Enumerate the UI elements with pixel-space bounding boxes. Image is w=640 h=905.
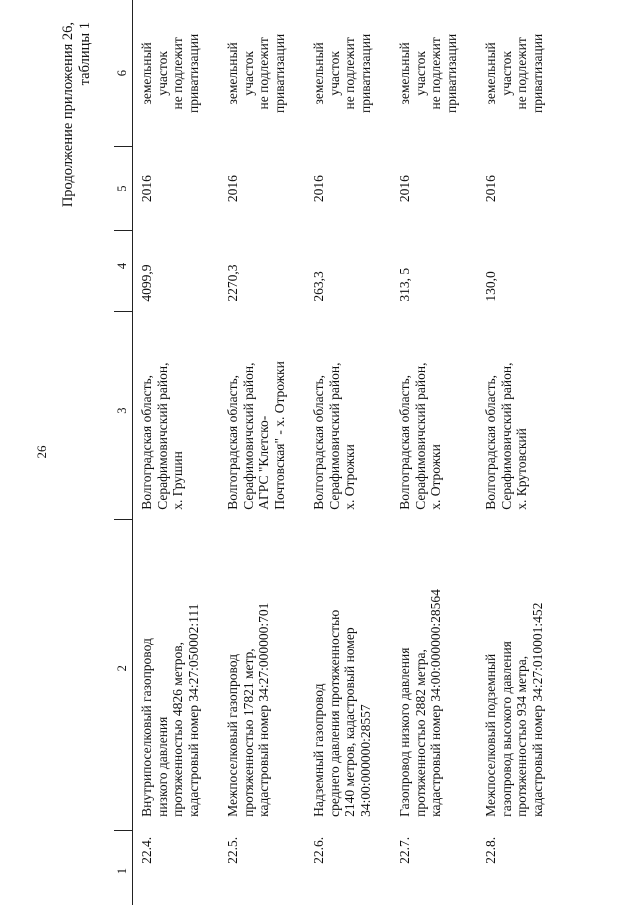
object-note xyxy=(133,0,220,147)
object-location-line: Серафимовичский район, xyxy=(412,362,428,510)
object-name-line: 2140 метров, кадастровый номер xyxy=(342,627,357,817)
object-name-line: Межпоселковый газопровод xyxy=(225,654,240,817)
table-row xyxy=(391,0,477,905)
object-year: 2016 xyxy=(397,175,412,203)
header-col-2: 2 xyxy=(114,520,133,831)
object-name-line: кадастровый номер 34:27:000000:701 xyxy=(256,602,271,817)
table-row xyxy=(219,0,305,905)
object-note-line: не подлежит xyxy=(342,37,357,110)
object-name-line: кадастровый номер 34:27:050002:111 xyxy=(185,603,201,817)
table-header-row xyxy=(114,0,133,905)
row-number: 22.7. xyxy=(397,836,412,864)
object-value: 2270,3 xyxy=(225,264,240,302)
object-note-line: приватизации xyxy=(357,33,373,113)
page-number: 26 xyxy=(34,445,49,459)
object-name-line: низкого давления xyxy=(154,716,170,817)
table-row xyxy=(305,0,391,905)
object-location-line: х. Отрожки xyxy=(428,444,443,510)
object-location xyxy=(219,312,305,520)
object-name-line: протяженностью 2882 метра, xyxy=(412,649,428,817)
object-location-line: Почтовская" - х. Отрожки xyxy=(271,361,287,510)
row-number: 22.5. xyxy=(225,836,240,864)
object-name-line: 34:00:000000:28557 xyxy=(357,704,373,817)
object-note-line: участок xyxy=(326,51,342,96)
table-row xyxy=(133,0,220,905)
object-location-line: Серафимовичский район, xyxy=(498,362,514,510)
object-name-line: Межпоселковый подземный xyxy=(483,653,498,817)
object-location-line: Серафимовичский район, xyxy=(326,362,342,510)
property-table xyxy=(114,0,563,905)
object-location-line: Волгоградская область, xyxy=(483,374,498,510)
object-name-line: протяженностью 17821 метр, xyxy=(240,648,256,817)
object-name-line: протяженностью 4826 метров, xyxy=(170,641,185,817)
header-col-1: 1 xyxy=(114,831,133,905)
object-note-line: участок xyxy=(412,51,428,96)
object-note-line: не подлежит xyxy=(514,37,529,110)
object-location xyxy=(391,312,477,520)
object-note-line: приватизации xyxy=(443,33,459,113)
object-location-line: х. Крутовский xyxy=(514,428,529,510)
continuation-line: таблицы 1 xyxy=(77,22,93,86)
object-location-line: Волгоградская область, xyxy=(397,374,412,510)
object-name xyxy=(477,520,563,831)
object-name xyxy=(391,520,477,831)
object-note-line: участок xyxy=(154,51,170,96)
rotated-document xyxy=(62,0,622,905)
object-note xyxy=(391,0,477,147)
object-note-line: земельный xyxy=(311,42,326,105)
row-number: 22.6. xyxy=(311,836,326,864)
object-note-line: земельный xyxy=(139,42,154,105)
object-note-line: земельный xyxy=(225,42,240,105)
object-location-line: Волгоградская область, xyxy=(225,374,240,510)
header-col-4: 4 xyxy=(114,231,133,312)
object-note xyxy=(219,0,305,147)
object-value: 263,3 xyxy=(311,271,326,302)
object-location-line: х. Отрожки xyxy=(342,444,357,510)
continuation-note xyxy=(60,22,94,222)
object-name-line: Газопровод низкого давления xyxy=(397,647,412,817)
object-name xyxy=(219,520,305,831)
object-location xyxy=(305,312,391,520)
object-note-line: приватизации xyxy=(529,33,545,113)
table-row xyxy=(477,0,563,905)
object-name xyxy=(133,520,220,831)
object-value: 4099,9 xyxy=(139,264,154,302)
object-note-line: участок xyxy=(240,51,256,96)
object-year: 2016 xyxy=(225,175,240,203)
object-name-line: протяженностью 934 метра, xyxy=(514,655,529,817)
continuation-line: Продолжение приложения 26, xyxy=(60,22,76,208)
object-note xyxy=(305,0,391,147)
object-value: 313, 5 xyxy=(397,267,412,302)
object-note-line: не подлежит xyxy=(170,37,185,110)
object-note-line: приватизации xyxy=(271,33,287,113)
header-col-6: 6 xyxy=(114,0,133,147)
object-year: 2016 xyxy=(311,175,326,203)
object-location-line: Серафимовичский район, xyxy=(240,362,256,510)
header-col-3: 3 xyxy=(114,312,133,520)
object-name-line: кадастровый номер 34:00:000000:28564 xyxy=(428,589,443,817)
object-location-line: Волгоградская область, xyxy=(139,374,154,510)
object-note-line: не подлежит xyxy=(256,37,271,110)
object-value: 130,0 xyxy=(483,271,498,302)
object-name-line: Надземный газопровод xyxy=(311,683,326,817)
object-note-line: не подлежит xyxy=(428,37,443,110)
object-name-line: Внутрипоселковый газопровод xyxy=(139,638,154,817)
row-number: 22.8. xyxy=(483,836,498,864)
object-location xyxy=(133,312,220,520)
object-note-line: участок xyxy=(498,51,514,96)
object-location-line: АГРС "Клетско- xyxy=(256,415,271,510)
object-note-line: земельный xyxy=(483,42,498,105)
object-name-line: газопровод высокого давления xyxy=(498,641,514,817)
object-location xyxy=(477,312,563,520)
object-name xyxy=(305,520,391,831)
object-year: 2016 xyxy=(483,175,498,203)
object-location-line: Волгоградская область, xyxy=(311,374,326,510)
object-name-line: кадастровый номер 34:27:010001:452 xyxy=(529,602,545,817)
header-col-5: 5 xyxy=(114,147,133,231)
object-note-line: земельный xyxy=(397,42,412,105)
object-year: 2016 xyxy=(139,175,154,203)
object-name-line: среднего давления протяженностью xyxy=(326,609,342,817)
row-number: 22.4. xyxy=(139,836,154,864)
object-note xyxy=(477,0,563,147)
object-note-line: приватизации xyxy=(185,33,201,113)
object-location-line: х. Грушин xyxy=(170,451,185,510)
object-location-line: Серафимовичский район, xyxy=(154,362,170,510)
